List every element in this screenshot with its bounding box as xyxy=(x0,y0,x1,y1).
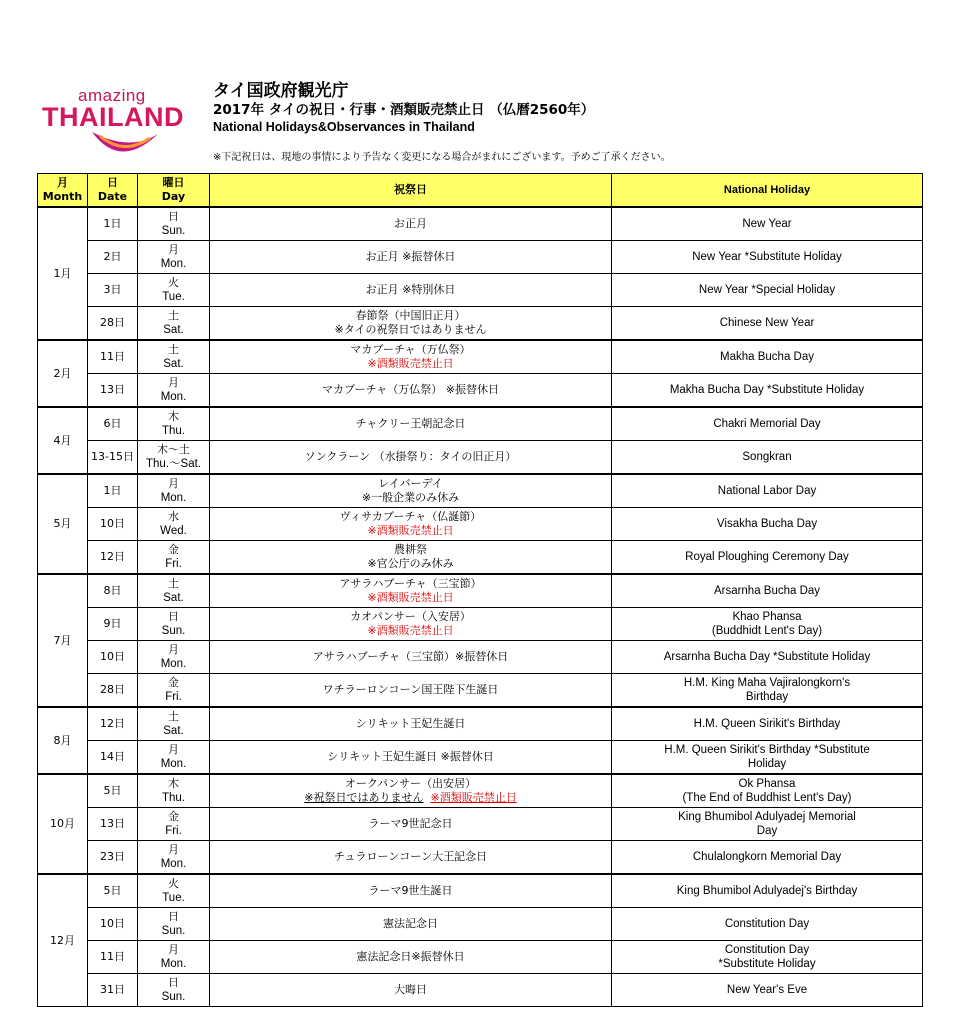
date-cell: 1日 xyxy=(88,474,138,508)
holiday-ja-cell xyxy=(210,908,612,941)
holiday-ja-text: オークパンサー（出安居） xyxy=(344,777,477,790)
holiday-ja-text: ヴィサカブーチャ（仏誕節） xyxy=(339,510,482,523)
holiday-en-text: Songkran xyxy=(742,451,792,463)
holiday-ja-cell xyxy=(210,974,612,1007)
date-cell: 10日 xyxy=(88,641,138,674)
day-ja: 土 xyxy=(168,710,179,723)
table-row xyxy=(38,841,923,875)
holiday-en-text: H.M. King Maha Vajiralongkorn's xyxy=(683,677,851,689)
alcohol-ban-note: ※酒類販売禁止日 xyxy=(430,791,517,804)
holiday-ja-text: お正月 ※振替休日 xyxy=(365,250,456,263)
holiday-en-line2: Day xyxy=(756,825,778,837)
day-en: Fri. xyxy=(165,558,182,570)
holiday-en-cell xyxy=(612,941,923,974)
logo-swoosh-icon xyxy=(90,130,160,158)
holiday-ja-text: マカブーチャ（万仏祭） ※振替休日 xyxy=(321,383,500,396)
holiday-en-cell xyxy=(612,374,923,408)
day-ja: 土 xyxy=(168,343,179,356)
table-row xyxy=(38,241,923,274)
table-row xyxy=(38,808,923,841)
day-ja: 火 xyxy=(168,877,179,890)
day-ja: 金 xyxy=(168,810,179,823)
date-cell: 23日 xyxy=(88,841,138,875)
day-cell xyxy=(138,808,210,841)
alcohol-ban-note: ※酒類販売禁止日 xyxy=(367,624,454,637)
holiday-en-text: Makha Bucha Day xyxy=(720,351,814,363)
holiday-ja-text: 春節祭（中国旧正月） xyxy=(355,309,466,322)
day-cell xyxy=(138,874,210,908)
holiday-ja-cell xyxy=(210,674,612,708)
table-row xyxy=(38,741,923,775)
holiday-en-text: New Year xyxy=(742,218,792,230)
holiday-ja-text: シリキット王妃生誕日 xyxy=(355,717,466,730)
holiday-ja-cell xyxy=(210,207,612,241)
day-ja: 日 xyxy=(168,910,179,923)
holiday-en-text: Ok Phansa xyxy=(738,778,796,790)
holiday-ja-text: チュラローンコーン大王記念日 xyxy=(333,850,488,863)
table-row xyxy=(38,641,923,674)
holiday-ja-cell xyxy=(210,941,612,974)
day-ja: 日 xyxy=(168,976,179,989)
table-row xyxy=(38,274,923,307)
day-ja: 水 xyxy=(168,510,179,523)
day-cell xyxy=(138,441,210,475)
holiday-ja-cell xyxy=(210,541,612,575)
table-row xyxy=(38,441,923,475)
month-group xyxy=(38,874,923,1007)
holiday-ja-cell xyxy=(210,874,612,908)
day-en: Sat. xyxy=(163,324,184,336)
month-cell: 5月 xyxy=(38,474,88,574)
date-cell: 13日 xyxy=(88,374,138,408)
table-row xyxy=(38,774,923,808)
day-ja: 月 xyxy=(168,243,179,256)
holiday-en-line2: *Substitute Holiday xyxy=(718,958,816,970)
holiday-ja-cell xyxy=(210,808,612,841)
month-cell: 1月 xyxy=(38,207,88,340)
holiday-en-line2: (Buddhidt Lent's Day) xyxy=(711,625,823,637)
table-row xyxy=(38,474,923,508)
day-cell xyxy=(138,541,210,575)
month-cell: 12月 xyxy=(38,874,88,1007)
holiday-ja-cell xyxy=(210,641,612,674)
holiday-en-text: Chakri Memorial Day xyxy=(713,418,821,430)
month-group xyxy=(38,474,923,574)
alcohol-ban-note: ※酒類販売禁止日 xyxy=(367,524,454,537)
day-en: Sun. xyxy=(161,225,186,237)
day-ja: 月 xyxy=(168,477,179,490)
day-cell xyxy=(138,407,210,441)
month-cell: 7月 xyxy=(38,574,88,707)
table-row xyxy=(38,374,923,408)
day-ja: 土 xyxy=(168,577,179,590)
holiday-ja-text: ワチラーロンコーン国王陛下生誕日 xyxy=(322,683,499,696)
holiday-en-text: H.M. Queen Sirikit's Birthday xyxy=(693,718,841,730)
holiday-ja-cell xyxy=(210,774,612,808)
table-row xyxy=(38,340,923,374)
month-group xyxy=(38,774,923,874)
holiday-en-text: Khao Phansa xyxy=(732,611,802,623)
holiday-en-text: Chinese New Year xyxy=(719,317,815,329)
holiday-en-cell xyxy=(612,207,923,241)
month-cell: 2月 xyxy=(38,340,88,407)
day-en: Thu. xyxy=(161,792,185,804)
date-cell: 28日 xyxy=(88,307,138,341)
holiday-ja-text: シリキット王妃生誕日 ※振替休日 xyxy=(327,750,494,763)
day-cell xyxy=(138,641,210,674)
holiday-table xyxy=(37,173,923,1007)
table-row xyxy=(38,207,923,241)
day-cell xyxy=(138,908,210,941)
date-cell: 31日 xyxy=(88,974,138,1007)
date-cell: 1日 xyxy=(88,207,138,241)
day-en: Mon. xyxy=(160,492,187,504)
day-en: Sat. xyxy=(163,725,184,737)
holiday-en-cell xyxy=(612,908,923,941)
holiday-en-cell xyxy=(612,774,923,808)
day-cell xyxy=(138,241,210,274)
table-row xyxy=(38,608,923,641)
month-group xyxy=(38,707,923,774)
day-cell xyxy=(138,741,210,775)
day-cell xyxy=(138,707,210,741)
holiday-en-cell xyxy=(612,407,923,441)
table-row xyxy=(38,407,923,441)
holiday-en-cell xyxy=(612,274,923,307)
table-row xyxy=(38,974,923,1007)
day-en: Tue. xyxy=(162,892,185,904)
holiday-en-text: Makha Bucha Day *Substitute Holiday xyxy=(669,384,865,396)
holiday-ja-cell xyxy=(210,474,612,508)
day-cell xyxy=(138,374,210,408)
holiday-en-text: Arsarnha Bucha Day *Substitute Holiday xyxy=(663,651,871,663)
date-cell: 12日 xyxy=(88,707,138,741)
day-en: Sat. xyxy=(163,358,184,370)
holiday-en-text: Constitution Day xyxy=(724,944,810,956)
day-en: Mon. xyxy=(160,391,187,403)
holiday-en-cell xyxy=(612,574,923,608)
holiday-en-cell xyxy=(612,641,923,674)
day-cell xyxy=(138,974,210,1007)
holiday-ja-text: 大晦日 xyxy=(394,983,427,996)
header-holiday-ja: 祝祭日 xyxy=(210,174,612,208)
day-ja: 月 xyxy=(168,643,179,656)
holiday-ja-cell xyxy=(210,508,612,541)
holiday-ja-cell xyxy=(210,441,612,475)
day-ja: 木 xyxy=(168,410,179,423)
holiday-en-cell xyxy=(612,841,923,875)
day-en: Mon. xyxy=(160,658,187,670)
holiday-ja-text: チャクリー王朝記念日 xyxy=(355,417,466,430)
day-en: Mon. xyxy=(160,958,187,970)
document-header xyxy=(213,80,594,136)
day-cell xyxy=(138,508,210,541)
header-day: 曜日 Day xyxy=(138,174,210,208)
date-cell: 8日 xyxy=(88,574,138,608)
table-row xyxy=(38,307,923,341)
holiday-ja-text: アサラハブーチャ（三宝節） xyxy=(339,577,482,590)
date-cell: 2日 xyxy=(88,241,138,274)
holiday-en-text: National Labor Day xyxy=(717,485,817,497)
day-en: Thu.～Sat. xyxy=(146,458,201,470)
holiday-ja-note: ※一般企業のみ休み xyxy=(361,491,460,504)
holiday-en-line2: Birthday xyxy=(745,691,789,703)
day-cell xyxy=(138,941,210,974)
month-group xyxy=(38,574,923,707)
day-en: Sat. xyxy=(163,592,184,604)
date-cell: 5日 xyxy=(88,874,138,908)
day-cell xyxy=(138,841,210,875)
day-ja: 月 xyxy=(168,743,179,756)
date-cell: 12日 xyxy=(88,541,138,575)
holiday-ja-cell xyxy=(210,374,612,408)
logo-thailand-text: THAILAND xyxy=(42,102,184,132)
date-cell: 6日 xyxy=(88,407,138,441)
table-row xyxy=(38,508,923,541)
table-row xyxy=(38,574,923,608)
holiday-en-line2: (The End of Buddhist Lent's Day) xyxy=(682,792,852,804)
date-cell: 11日 xyxy=(88,340,138,374)
day-en: Tue. xyxy=(162,291,185,303)
day-cell xyxy=(138,674,210,708)
holiday-ja-text: ラーマ9世生誕日 xyxy=(368,884,453,897)
holiday-en-cell xyxy=(612,808,923,841)
day-en: Fri. xyxy=(165,691,182,703)
holiday-en-cell xyxy=(612,874,923,908)
table-row xyxy=(38,707,923,741)
day-en: Mon. xyxy=(160,258,187,270)
month-group xyxy=(38,207,923,340)
day-en: Sun. xyxy=(161,991,186,1003)
month-cell: 8月 xyxy=(38,707,88,774)
month-cell: 4月 xyxy=(38,407,88,474)
not-holiday-note: ※祝祭日ではありません xyxy=(304,791,424,804)
day-cell xyxy=(138,574,210,608)
alcohol-ban-note: ※酒類販売禁止日 xyxy=(367,591,454,604)
holiday-en-text: King Bhumibol Adulyadej's Birthday xyxy=(676,885,858,897)
day-cell xyxy=(138,307,210,341)
holiday-en-cell xyxy=(612,741,923,775)
holiday-en-cell xyxy=(612,474,923,508)
date-cell: 10日 xyxy=(88,908,138,941)
holiday-en-text: Visakha Bucha Day xyxy=(716,518,818,530)
day-en: Sun. xyxy=(161,925,186,937)
holiday-en-text: Chulalongkorn Memorial Day xyxy=(692,851,842,863)
holiday-ja-text: お正月 xyxy=(394,217,427,230)
holiday-ja-text: 憲法記念日 xyxy=(383,917,438,930)
disclaimer-note: ※下記祝日は、現地の事情により予告なく変更になる場合がまれにございます。予めご了承ください。 xyxy=(213,152,671,163)
holiday-ja-cell xyxy=(210,340,612,374)
table-row xyxy=(38,874,923,908)
holiday-en-text: King Bhumibol Adulyadej Memorial xyxy=(678,811,856,823)
holiday-en-text: New Year's Eve xyxy=(726,984,808,996)
day-en: Sun. xyxy=(161,625,186,637)
day-en: Fri. xyxy=(165,825,182,837)
holiday-ja-text: カオパンサー（入安居） xyxy=(350,610,471,623)
date-cell: 14日 xyxy=(88,741,138,775)
day-ja: 火 xyxy=(168,276,179,289)
holiday-ja-note: ※官公庁のみ休み xyxy=(367,557,454,570)
day-cell xyxy=(138,474,210,508)
page-subtitle: 2017年 タイの祝日・行事・酒類販売禁止日 （仏暦2560年） xyxy=(213,102,595,118)
day-ja: 金 xyxy=(168,543,179,556)
day-cell xyxy=(138,274,210,307)
day-ja: 木～土 xyxy=(157,443,190,456)
holiday-ja-cell xyxy=(210,274,612,307)
day-ja: 金 xyxy=(168,676,179,689)
holiday-en-cell xyxy=(612,241,923,274)
holiday-en-cell xyxy=(612,441,923,475)
holiday-en-text: Royal Ploughing Ceremony Day xyxy=(685,551,849,563)
header-date: 日 Date xyxy=(88,174,138,208)
table-header-row xyxy=(38,174,923,208)
holiday-ja-text: ラーマ9世記念日 xyxy=(368,817,453,830)
holiday-ja-text: レイバーデイ xyxy=(378,477,443,490)
page-english-title: National Holidays&Observances in Thailand xyxy=(213,120,475,134)
holiday-en-cell xyxy=(612,508,923,541)
holiday-ja-cell xyxy=(210,841,612,875)
date-cell: 9日 xyxy=(88,608,138,641)
day-ja: 月 xyxy=(168,376,179,389)
day-en: Wed. xyxy=(160,525,187,537)
holiday-en-cell xyxy=(612,707,923,741)
holiday-ja-cell xyxy=(210,241,612,274)
holiday-ja-text: マカブーチャ（万仏祭） xyxy=(350,343,471,356)
table-row xyxy=(38,674,923,708)
holiday-en-text: New Year *Substitute Holiday xyxy=(692,251,842,263)
holiday-ja-cell xyxy=(210,307,612,341)
holiday-ja-cell xyxy=(210,407,612,441)
day-ja: 月 xyxy=(168,843,179,856)
table-row xyxy=(38,541,923,575)
day-en: Mon. xyxy=(160,758,187,770)
date-cell: 3日 xyxy=(88,274,138,307)
day-ja: 土 xyxy=(168,309,179,322)
date-cell: 5日 xyxy=(88,774,138,808)
header-holiday-en: National Holiday xyxy=(612,174,923,208)
month-cell: 10月 xyxy=(38,774,88,874)
holiday-en-text: New Year *Special Holiday xyxy=(698,284,836,296)
table-row xyxy=(38,908,923,941)
holiday-ja-text: 憲法記念日※振替休日 xyxy=(356,950,465,963)
header-month: 月 Month xyxy=(38,174,88,208)
holiday-ja-cell xyxy=(210,741,612,775)
holiday-en-cell xyxy=(612,340,923,374)
month-group xyxy=(38,340,923,407)
holiday-ja-text: 農耕祭 xyxy=(394,543,427,556)
day-ja: 月 xyxy=(168,943,179,956)
holiday-en-cell xyxy=(612,307,923,341)
date-cell: 13-15日 xyxy=(88,441,138,475)
holiday-en-cell xyxy=(612,974,923,1007)
holiday-ja-text: ソンクラーン （水掛祭り：タイの旧正月） xyxy=(304,450,517,463)
holiday-ja-cell xyxy=(210,707,612,741)
day-cell xyxy=(138,608,210,641)
holiday-ja-text: お正月 ※特別休日 xyxy=(365,283,456,296)
holiday-ja-cell xyxy=(210,608,612,641)
holiday-ja-note: ※タイの祝祭日ではありません xyxy=(334,323,487,336)
holiday-ja-text: アサラハブーチャ（三宝節）※振替休日 xyxy=(312,650,509,663)
date-cell: 10日 xyxy=(88,508,138,541)
logo-amazing-text: amazing xyxy=(78,86,146,105)
holiday-ja-cell xyxy=(210,574,612,608)
holiday-en-cell xyxy=(612,674,923,708)
day-cell xyxy=(138,207,210,241)
month-group xyxy=(38,407,923,474)
day-cell xyxy=(138,340,210,374)
holiday-en-cell xyxy=(612,608,923,641)
date-cell: 11日 xyxy=(88,941,138,974)
holiday-en-line2: Holiday xyxy=(747,758,787,770)
day-ja: 木 xyxy=(168,777,179,790)
date-cell: 13日 xyxy=(88,808,138,841)
amazing-thailand-logo xyxy=(40,86,205,166)
date-cell: 28日 xyxy=(88,674,138,708)
alcohol-ban-note: ※酒類販売禁止日 xyxy=(367,357,454,370)
day-ja: 日 xyxy=(168,610,179,623)
day-ja: 日 xyxy=(168,210,179,223)
day-cell xyxy=(138,774,210,808)
table-row xyxy=(38,941,923,974)
holiday-en-text: Constitution Day xyxy=(724,918,810,930)
holiday-en-text: Arsarnha Bucha Day xyxy=(713,585,821,597)
holiday-en-cell xyxy=(612,541,923,575)
day-en: Mon. xyxy=(160,858,187,870)
page-title: タイ国政府観光庁 xyxy=(213,81,349,101)
day-en: Thu. xyxy=(161,425,185,437)
holiday-en-text: H.M. Queen Sirikit's Birthday *Substitute xyxy=(664,744,870,756)
